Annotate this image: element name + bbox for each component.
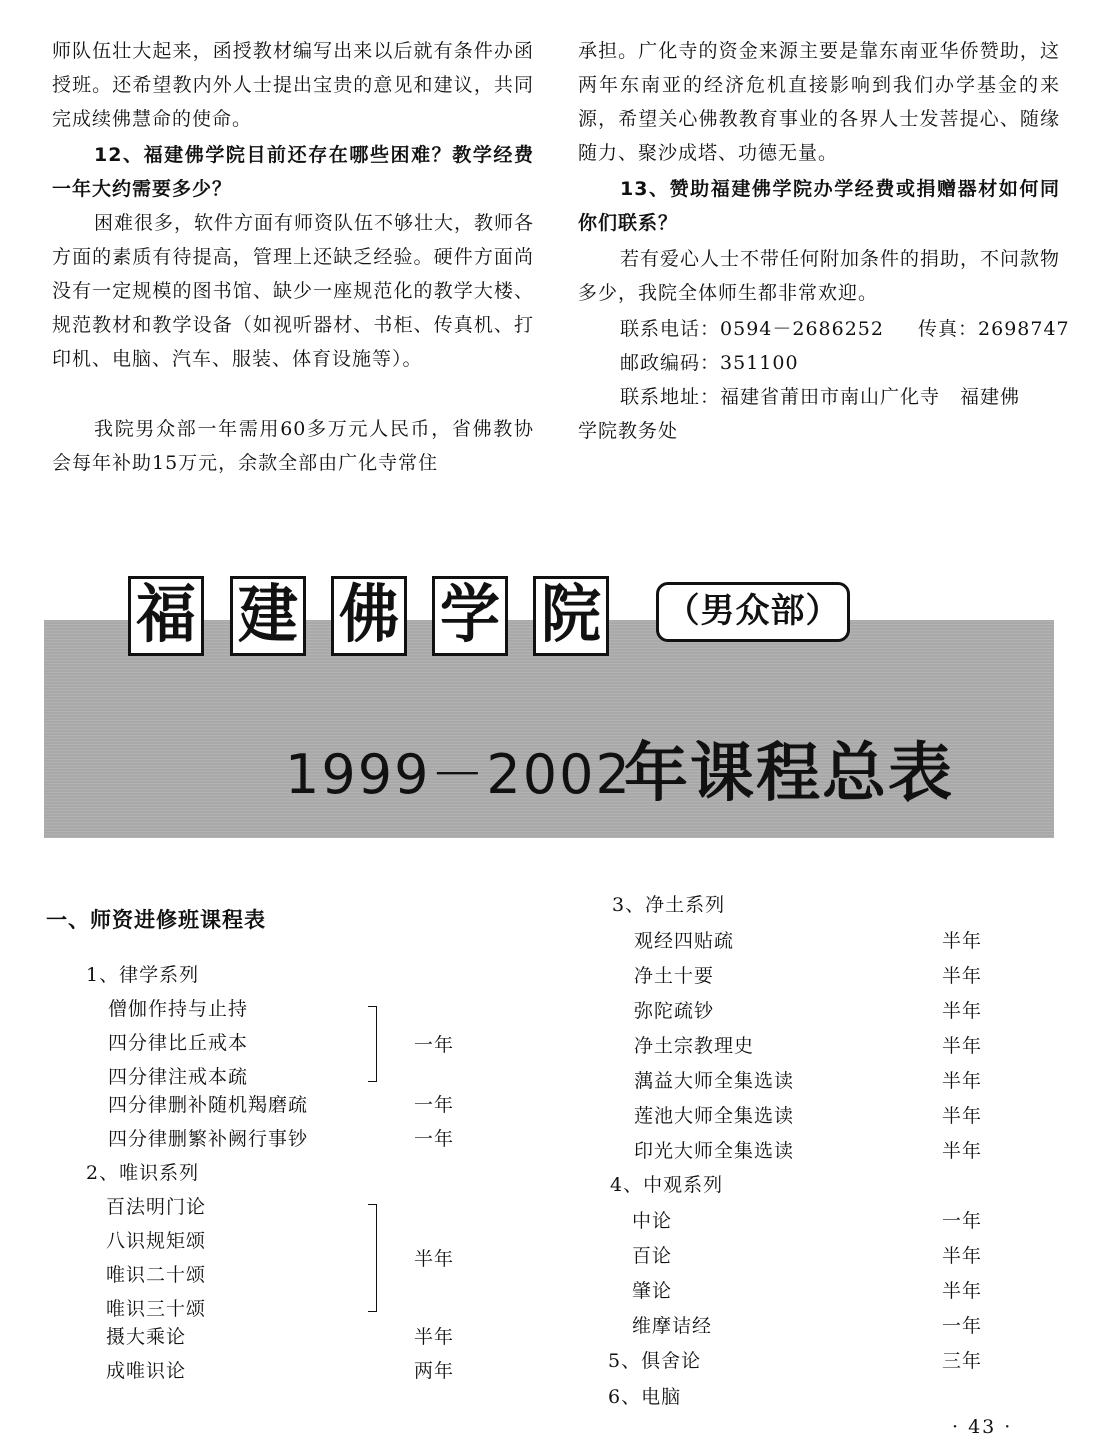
course-duration: 半年: [942, 1245, 983, 1267]
fax-number: 2698747: [978, 318, 1070, 340]
course-item: 百论: [632, 1245, 673, 1267]
title-char: 学: [440, 578, 500, 652]
courses-heading: 一、师资进修班课程表: [46, 908, 266, 932]
course-duration: 半年: [942, 1035, 983, 1057]
course-duration: 半年: [942, 965, 983, 987]
course-item: 百法明门论: [106, 1196, 207, 1218]
course-item: 中论: [632, 1210, 673, 1232]
phone-label: 联系电话：: [620, 318, 721, 340]
course-item: 唯识二十颂: [106, 1264, 207, 1286]
course-duration: 一年: [942, 1210, 983, 1232]
contact-postcode-line: [620, 346, 799, 380]
category-yogacara: 2、唯识系列: [86, 1162, 200, 1184]
title-char: 院: [541, 578, 601, 652]
course-duration: 半年: [942, 1280, 983, 1302]
course-item: 净土十要: [634, 965, 715, 987]
group-bracket: [368, 1006, 377, 1082]
course-duration: 一年: [942, 1315, 983, 1337]
category-madhyamaka: 4、中观系列: [610, 1174, 724, 1196]
course-duration: 半年: [942, 1140, 983, 1162]
right-paragraph-1: 承担。广化寺的资金来源主要是靠东南亚华侨赞助，这两年东南亚的经济危机直接影响到我们办学基金的来源，希望关心佛教教育事业的各界人士发菩提心、随缘随力、聚沙成塔、功德无量。: [578, 40, 1060, 164]
page-number: · 43 ·: [952, 1416, 1013, 1438]
course-duration: 半年: [414, 1326, 455, 1348]
category-vinaya: 1、律学系列: [86, 964, 200, 986]
course-item: 四分律比丘戒本: [108, 1032, 249, 1054]
course-item: 成唯识论: [106, 1360, 187, 1382]
title-char-box: [128, 576, 204, 656]
banner-label: 年课程总表: [624, 737, 954, 811]
course-duration: 三年: [942, 1350, 983, 1372]
left-paragraph-1: 师队伍壮大起来，函授教材编写出来以后就有条件办函授班。还希望教内外人士提出宝贵的意见和建议，共同完成续佛慧命的使命。: [52, 40, 534, 130]
title-char-box: [533, 576, 609, 656]
course-item: 净土宗教理史: [634, 1035, 755, 1057]
left-paragraph-3: 我院男众部一年需用60多万元人民币，省佛教协会每年补助15万元，余款全部由广化寺常住: [52, 418, 534, 474]
course-item: 肇论: [632, 1280, 673, 1302]
contact-fax-line: [918, 312, 1070, 346]
contact-address-line-2: 学院教务处: [578, 420, 679, 442]
course-item: 蕅益大师全集选读: [634, 1070, 795, 1092]
question-13: 13、赞助福建佛学院办学经费或捐赠器材如何同你们联系？: [578, 178, 1060, 234]
right-paragraph-2: 若有爱心人士不带任何附加条件的捐助，不问款物多少，我院全体师生都非常欢迎。: [578, 248, 1061, 304]
course-duration: 半年: [942, 930, 983, 952]
contact-address-line: [620, 380, 1020, 414]
course-duration: 半年: [942, 1000, 983, 1022]
category-computer: 6、电脑: [608, 1386, 682, 1408]
address-label: 联系地址：: [620, 386, 721, 408]
banner-years: 1999－2002: [285, 743, 632, 806]
title-char: 建: [238, 578, 298, 652]
title-char: 福: [136, 578, 196, 652]
fax-label: 传真：: [918, 318, 979, 340]
course-item: 僧伽作持与止持: [108, 998, 249, 1020]
contact-phone-line: [620, 312, 884, 346]
course-duration: 半年: [942, 1105, 983, 1127]
subtitle-pill: （男众部）: [656, 582, 850, 642]
postcode-label: 邮政编码：: [620, 352, 721, 374]
course-item: 莲池大师全集选读: [634, 1105, 795, 1127]
postcode: 351100: [720, 352, 799, 374]
question-12: 12、福建佛学院目前还存在哪些困难？教学经费一年大约需要多少？: [52, 144, 534, 200]
title-char: 佛: [339, 578, 399, 652]
course-item: 维摩诘经: [632, 1315, 713, 1337]
course-item: 四分律删繁补阙行事钞: [108, 1128, 309, 1150]
course-item: 四分律删补随机羯磨疏: [108, 1094, 309, 1116]
course-duration: 半年: [414, 1248, 455, 1270]
course-item: 唯识三十颂: [106, 1298, 207, 1320]
left-paragraph-2: 困难很多，软件方面有师资队伍不够壮大，教师各方面的素质有待提高，管理上还缺乏经验。硬件方面尚没有一定规模的图书馆、缺少一座规范化的教学大楼、规范教材和教学设备（如视听器材、书柜、传真机、打印机、电脑、汽车、服装、体育设施等）。: [52, 212, 535, 370]
course-item: 弥陀疏钞: [634, 1000, 715, 1022]
group-bracket: [368, 1204, 377, 1312]
course-item: 观经四贴疏: [634, 930, 735, 952]
title-char-box: [230, 576, 306, 656]
title-char-box: [331, 576, 407, 656]
course-item: 摄大乘论: [106, 1326, 187, 1348]
course-duration: 一年: [414, 1094, 455, 1116]
course-duration: 两年: [414, 1360, 455, 1382]
course-item: 八识规矩颂: [106, 1230, 207, 1252]
course-duration: 半年: [942, 1070, 983, 1092]
course-item: 四分律注戒本疏: [108, 1066, 249, 1088]
category-pure-land: 3、净土系列: [612, 894, 726, 916]
course-duration: 一年: [414, 1128, 455, 1150]
category-abhidharmakosa: 5、俱舍论: [608, 1350, 702, 1372]
phone-number: 0594－2686252: [720, 318, 884, 340]
course-duration: 一年: [414, 1034, 455, 1056]
title-char-box: [432, 576, 508, 656]
course-item: 印光大师全集选读: [634, 1140, 795, 1162]
address-line-1: 福建省莆田市南山广化寺 福建佛: [720, 386, 1021, 408]
